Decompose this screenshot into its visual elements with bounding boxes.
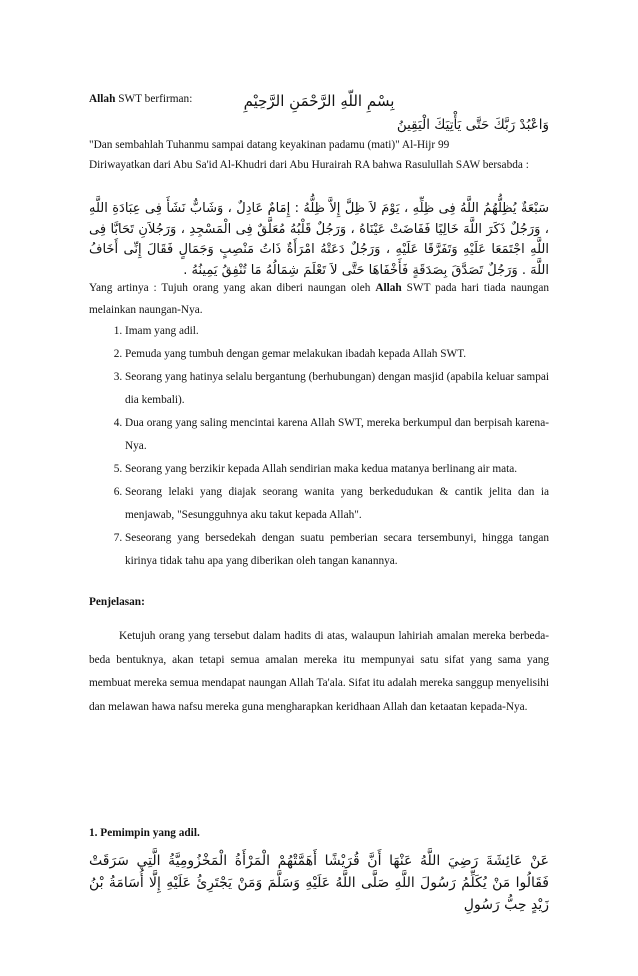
intro-allah: Allah [89, 93, 116, 105]
artinya-paragraph [89, 277, 549, 321]
list-item: 3. Seorang yang hatinya selalu bergantung (berhubungan) dengan masjid (apabila keluar sampai dia kembali). [125, 366, 549, 412]
basmala: بِسْمِ اللّهِ الرَّحْمَنِ الرَّحِيْمِ [243, 92, 395, 110]
list-item: 1. Imam yang adil. [125, 320, 549, 343]
list-item: 7. Seseorang yang bersedekah dengan suatu pemberian secara tersembunyi, hingga tangan kirinya tidak tahu apa yang diberikan oleh tangan kanannya. [125, 527, 549, 573]
intro-rest: SWT berfirman: [115, 93, 193, 105]
list-item: 4. Dua orang yang saling mencintai karena Allah SWT, mereka berkumpul dan berpisah karena-Nya. [125, 412, 549, 458]
section-1-heading: 1. Pemimpin yang adil. [89, 827, 200, 839]
verse-arabic: وَاعْبُدْ رَبَّكَ حَتَّى يَأْتِيَكَ الْيَقِينُ [396, 117, 549, 133]
riwayat-paragraph: Diriwayatkan dari Abu Sa'id Al-Khudri dari Abu Hurairah RA bahwa Rasulullah SAW bersabda : [89, 159, 529, 171]
artinya-pre: Yang artinya : Tujuh orang yang akan diberi naungan oleh [89, 282, 376, 294]
list-item: 5. Seorang yang berzikir kepada Allah sendirian maka kedua matanya berlinang air mata. [125, 458, 549, 481]
list-item: 6. Seorang lelaki yang diajak seorang wanita yang berkedudukan & cantik jelita dan ia menjawab, "Sesungguhnya aku takut kepada Allah". [125, 481, 549, 527]
section-1-arabic: عَنْ عَائِشَةَ رَضِيَ اللَّهُ عَنْهَا أَنَّ قُرَيْشًا أَهَمَّتْهُمْ الْمَرْأَةُ الْمَخْزُومِيَّةُ الَّتِي سَرَقَتْ فَقَالُوا مَنْ يُكَلِّمُ رَسُولَ اللَّهِ صَلَّى اللَّهُ عَلَيْهِ وَسَلَّمَ وَمَنْ يَجْتَرِئُ عَلَيْهِ إِلَّا أُسَامَةُ بْنُ زَيْدٍ حِبُّ رَسُولِ [89, 853, 549, 913]
list-item: 2. Pemuda yang tumbuh dengan gemar melakukan ibadah kepada Allah SWT. [125, 343, 549, 366]
artinya-post: SWT pada hari tiada naungan melainkan naungan-Nya. [89, 282, 549, 316]
verse-translation: "Dan sembahlah Tuhanmu sampai datang keyakinan padamu (mati)" Al-Hijr 99 [89, 139, 450, 151]
penjelasan-paragraph: Ketujuh orang yang tersebut dalam hadits di atas, walaupun lahiriah amalan mereka berbeda-beda bentuknya, akan tetapi semua amalan mereka itu mempunyai satu sifat yang sama yang membuat mereka semua mendapat naungan Allah Ta'ala. Sifat itu adalah mereka sanggup menyelisihi dan melawan hawa nafsu mereka guna mengharapkan keridhaan Allah dan ketaatan kepada-Nya. [89, 630, 549, 713]
artinya-allah: Allah [375, 282, 402, 294]
hadith-arabic: سَبْعَةٌ يُظِلُّهُمُ اللَّهُ فِى ظِلِّهِ ، يَوْمَ لاَ ظِلَّ إِلاَّ ظِلُّهُ : إِمَامٌ عَادِلٌ ، وَشَابٌّ نَشَأَ فِى عِبَادَةِ اللَّهِ ، وَرَجُلٌ ذَكَرَ اللَّهَ خَالِيًا فَفَاضَتْ عَيْنَاهُ ، وَرَجُلٌ قَلْبُهُ مُعَلَّقٌ فِى الْمَسْجِدِ ، وَرَجُلاَنِ تَحَابَّا فِى اللَّهِ اجْتَمَعَا عَلَيْهِ وَتَفَرَّقَا عَلَيْهِ ، وَرَجُلٌ دَعَتْهُ امْرَأَةٌ ذَاتُ مَنْصِبٍ وَجَمَالٍ فَقَالَ إِنِّى أَخَافُ اللَّهَ . وَرَجُلٌ تَصَدَّقَ بِصَدَقَةٍ فَأَخْفَاهَا حَتَّى لاَ تَعْلَمَ شِمَالُهُ مَا تُنْفِقُ يَمِينُهُ . [89, 201, 549, 278]
intro-line [89, 88, 549, 110]
penjelasan-heading: Penjelasan: [89, 596, 145, 608]
seven-list [89, 320, 549, 573]
